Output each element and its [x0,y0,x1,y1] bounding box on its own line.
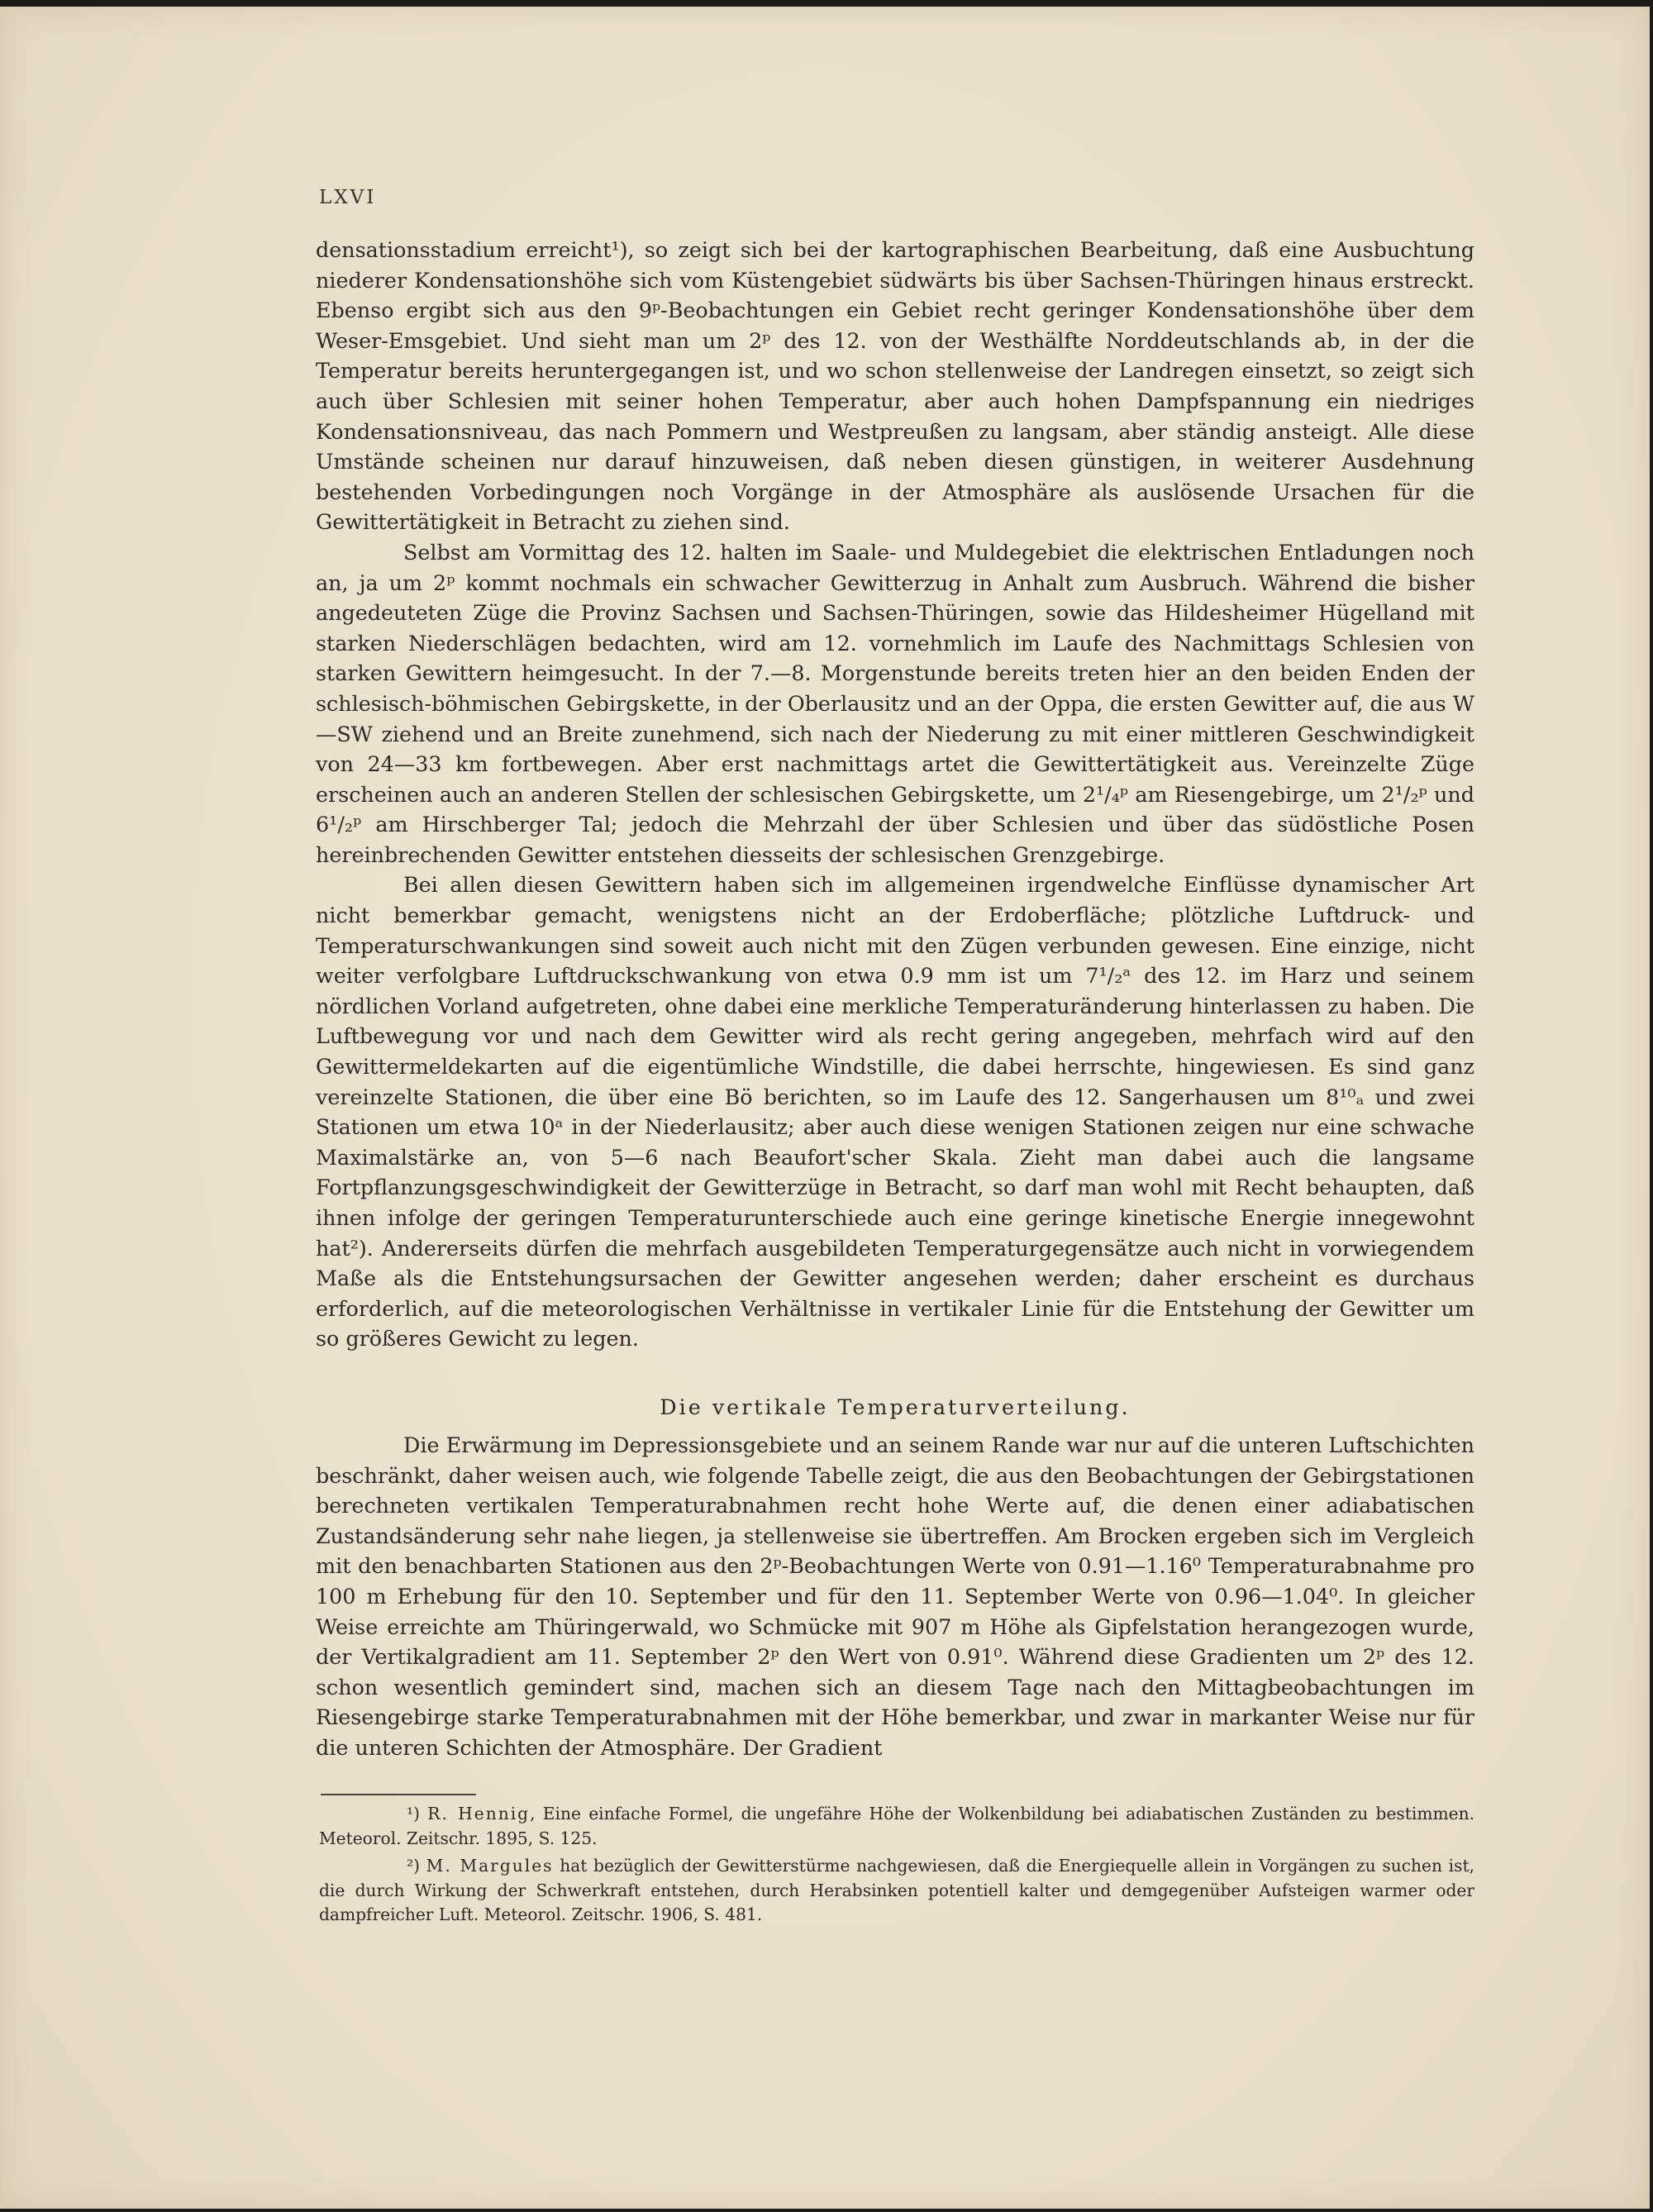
footnote-text: , Eine einfache Formel, die ungefähre Höhe der Wolkenbildung bei adiabatischen Zuständen zu bestimmen. Meteorol. Zeitschr. 1895, S. 125. [319,1804,1475,1848]
page-number: LXVI [319,187,377,208]
scanned-page [0,7,1650,2209]
footnote-marker: ²) [407,1856,420,1876]
main-text [316,235,1474,1763]
footnote-text: hat bezüglich der Gewitterstürme nachgewiesen, daß die Energiequelle allein in Vorgängen zu suchen ist, die durch Wirkung der Schwerkraft entstehen, durch Herabsinken potentiell kalter und demgegenüber Aufsteigen warmer oder dampfreicher Luft. Meteorol. Zeitschr. 1906, S. 481. [319,1856,1474,1924]
footnote-divider [321,1794,476,1795]
paragraph-4: Die Erwärmung im Depressionsgebiete und an seinem Rande war nur auf die unteren Luftschichten beschränkt, daher weisen auch, wie folgende Tabelle zeigt, die aus den Beobachtungen der Gebirgstationen berechneten vertikalen Temperaturabnahmen recht hohe Werte auf, die denen einer adiabatischen Zustandsänderung sehr nahe liegen, ja stellenweise sie übertreffen. Am Brocken ergeben sich im Vergleich mit den benachbarten Stationen aus den 2ᵖ-Beobachtungen Werte von 0.91—1.16⁰ Temperaturabnahme pro 100 m Erhebung für den 10. September und für den 11. September Werte von 0.96—1.04⁰. In gleicher Weise erreichte am Thüringerwald, wo Schmücke mit 907 m Höhe als Gipfelstation herangezogen wurde, der Vertikalgradient am 11. September 2ᵖ den Wert von 0.91⁰. Während diese Gradienten um 2ᵖ des 12. schon wesentlich gemindert sind, machen sich an diesem Tage nach den Mittagbeobachtungen im Riesengebirge starke Temperaturabnahmen mit der Höhe bemerkbar, und zwar in markanter Weise nur für die unteren Schichten der Atmosphäre. Der Gradient [316,1432,1474,1760]
footnotes [319,1802,1474,1931]
footnote-1 [319,1802,1474,1851]
footnote-author: M. Margules [426,1856,554,1876]
paragraph-2: Selbst am Vormittag des 12. halten im Saale- und Muldegebiet die elektrischen Entladungen noch an, ja um 2ᵖ kommt nochmals ein schwacher Gewitterzug in Anhalt zum Ausbruch. Während die bisher angedeuteten Züge die Provinz Sachsen und Sachsen-Thüringen, sowie das Hildesheimer Hügelland mit starken Niederschlägen bedachten, wird am 12. vornehmlich im Laufe des Nachmittags Schlesien von starken Gewittern heimgesucht. In der 7.—8. Morgenstunde bereits treten hier an den beiden Enden der schlesisch-böhmischen Gebirgskette, in der Oberlausitz und an der Oppa, die ersten Gewitter auf, die aus W—SW ziehend und an Breite zunehmend, sich nach der Niederung zu mit einer mittleren Geschwindigkeit von 24—33 km fortbewegen. Aber erst nachmittags artet die Gewittertätigkeit aus. Vereinzelte Züge erscheinen auch an anderen Stellen der schlesischen Gebirgskette, um 2¹/₄ᵖ am Riesengebirge, um 2¹/₂ᵖ und 6¹/₂ᵖ am Hirschberger Tal; jedoch die Mehrzahl der über Schlesien und über das südöstliche Posen hereinbrechenden Gewitter entstehen diesseits der schlesischen Grenzgebirge. [316,539,1474,867]
paragraph-3: Bei allen diesen Gewittern haben sich im allgemeinen irgendwelche Einflüsse dynamischer Art nicht bemerkbar gemacht, wenigstens nicht an der Erdoberfläche; plötzliche Luftdruck- und Temperaturschwankungen sind soweit auch nicht mit den Zügen verbunden gewesen. Eine einzige, nicht weiter verfolgbare Luftdruckschwankung von etwa 0.9 mm ist um 7¹/₂ᵃ des 12. im Harz und seinem nördlichen Vorland aufgetreten, ohne dabei eine merkliche Temperaturänderung hinterlassen zu haben. Die Luftbewegung vor und nach dem Gewitter wird als recht gering angegeben, mehrfach wird auf den Gewittermeldekarten auf die eigentümliche Windstille, die dabei herrschte, hingewiesen. Es sind ganz vereinzelte Stationen, die über eine Bö berichten, so im Laufe des 12. Sangerhausen um 8¹⁰ₐ und zwei Stationen um etwa 10ᵃ in der Niederlausitz; aber auch diese wenigen Stationen zeigen nur eine schwache Maximalstärke an, von 5—6 nach Beaufort'scher Skala. Zieht man dabei auch die langsame Fortpflanzungsgeschwindigkeit der Gewitterzüge in Betracht, so darf man wohl mit Recht behaupten, daß ihnen infolge der geringen Temperaturunterschiede auch eine geringe kinetische Energie innegewohnt hat²). Andererseits dürfen die mehrfach ausgebildeten Temperaturgegensätze auch nicht in vorwiegendem Maße als die Entstehungsursachen der Gewitter angesehen werden; daher erscheint es durchaus erforderlich, auf die meteorologischen Verhältnisse in vertikaler Linie für die Entstehung der Gewitter um so größeres Gewicht zu legen. [316,872,1474,1352]
footnote-marker: ¹) [407,1804,420,1823]
footnote-author: R. Hennig [427,1804,531,1823]
paragraph-1: densationsstadium erreicht¹), so zeigt sich bei der kartographischen Bearbeitung, daß eine Ausbuchtung niederer Kondensationshöhe sich vom Küstengebiet südwärts bis über Sachsen-Thüringen hinaus erstreckt. Ebenso ergibt sich aus den 9ᵖ-Beobachtungen ein Gebiet recht geringer Kondensationshöhe über dem Weser-Emsgebiet. Und sieht man um 2ᵖ des 12. von der Westhälfte Norddeutschlands ab, in der die Temperatur bereits heruntergegangen ist, und wo schon stellenweise der Landregen einsetzt, so zeigt sich auch über Schlesien mit seiner hohen Temperatur, aber auch hohen Dampfspannung ein niedriges Kondensationsniveau, das nach Pommern und Westpreußen zu langsam, aber ständig ansteigt. Alle diese Umstände scheinen nur darauf hinzuweisen, daß neben diesen günstigen, in weiterer Ausdehnung bestehenden Vorbedingungen noch Vorgänge in der Atmosphäre als auslösende Ursachen für die Gewittertätigkeit in Betracht zu ziehen sind. [316,237,1474,535]
footnote-2 [319,1854,1474,1928]
section-heading: Die vertikale Temperaturverteilung. [660,1394,1131,1419]
